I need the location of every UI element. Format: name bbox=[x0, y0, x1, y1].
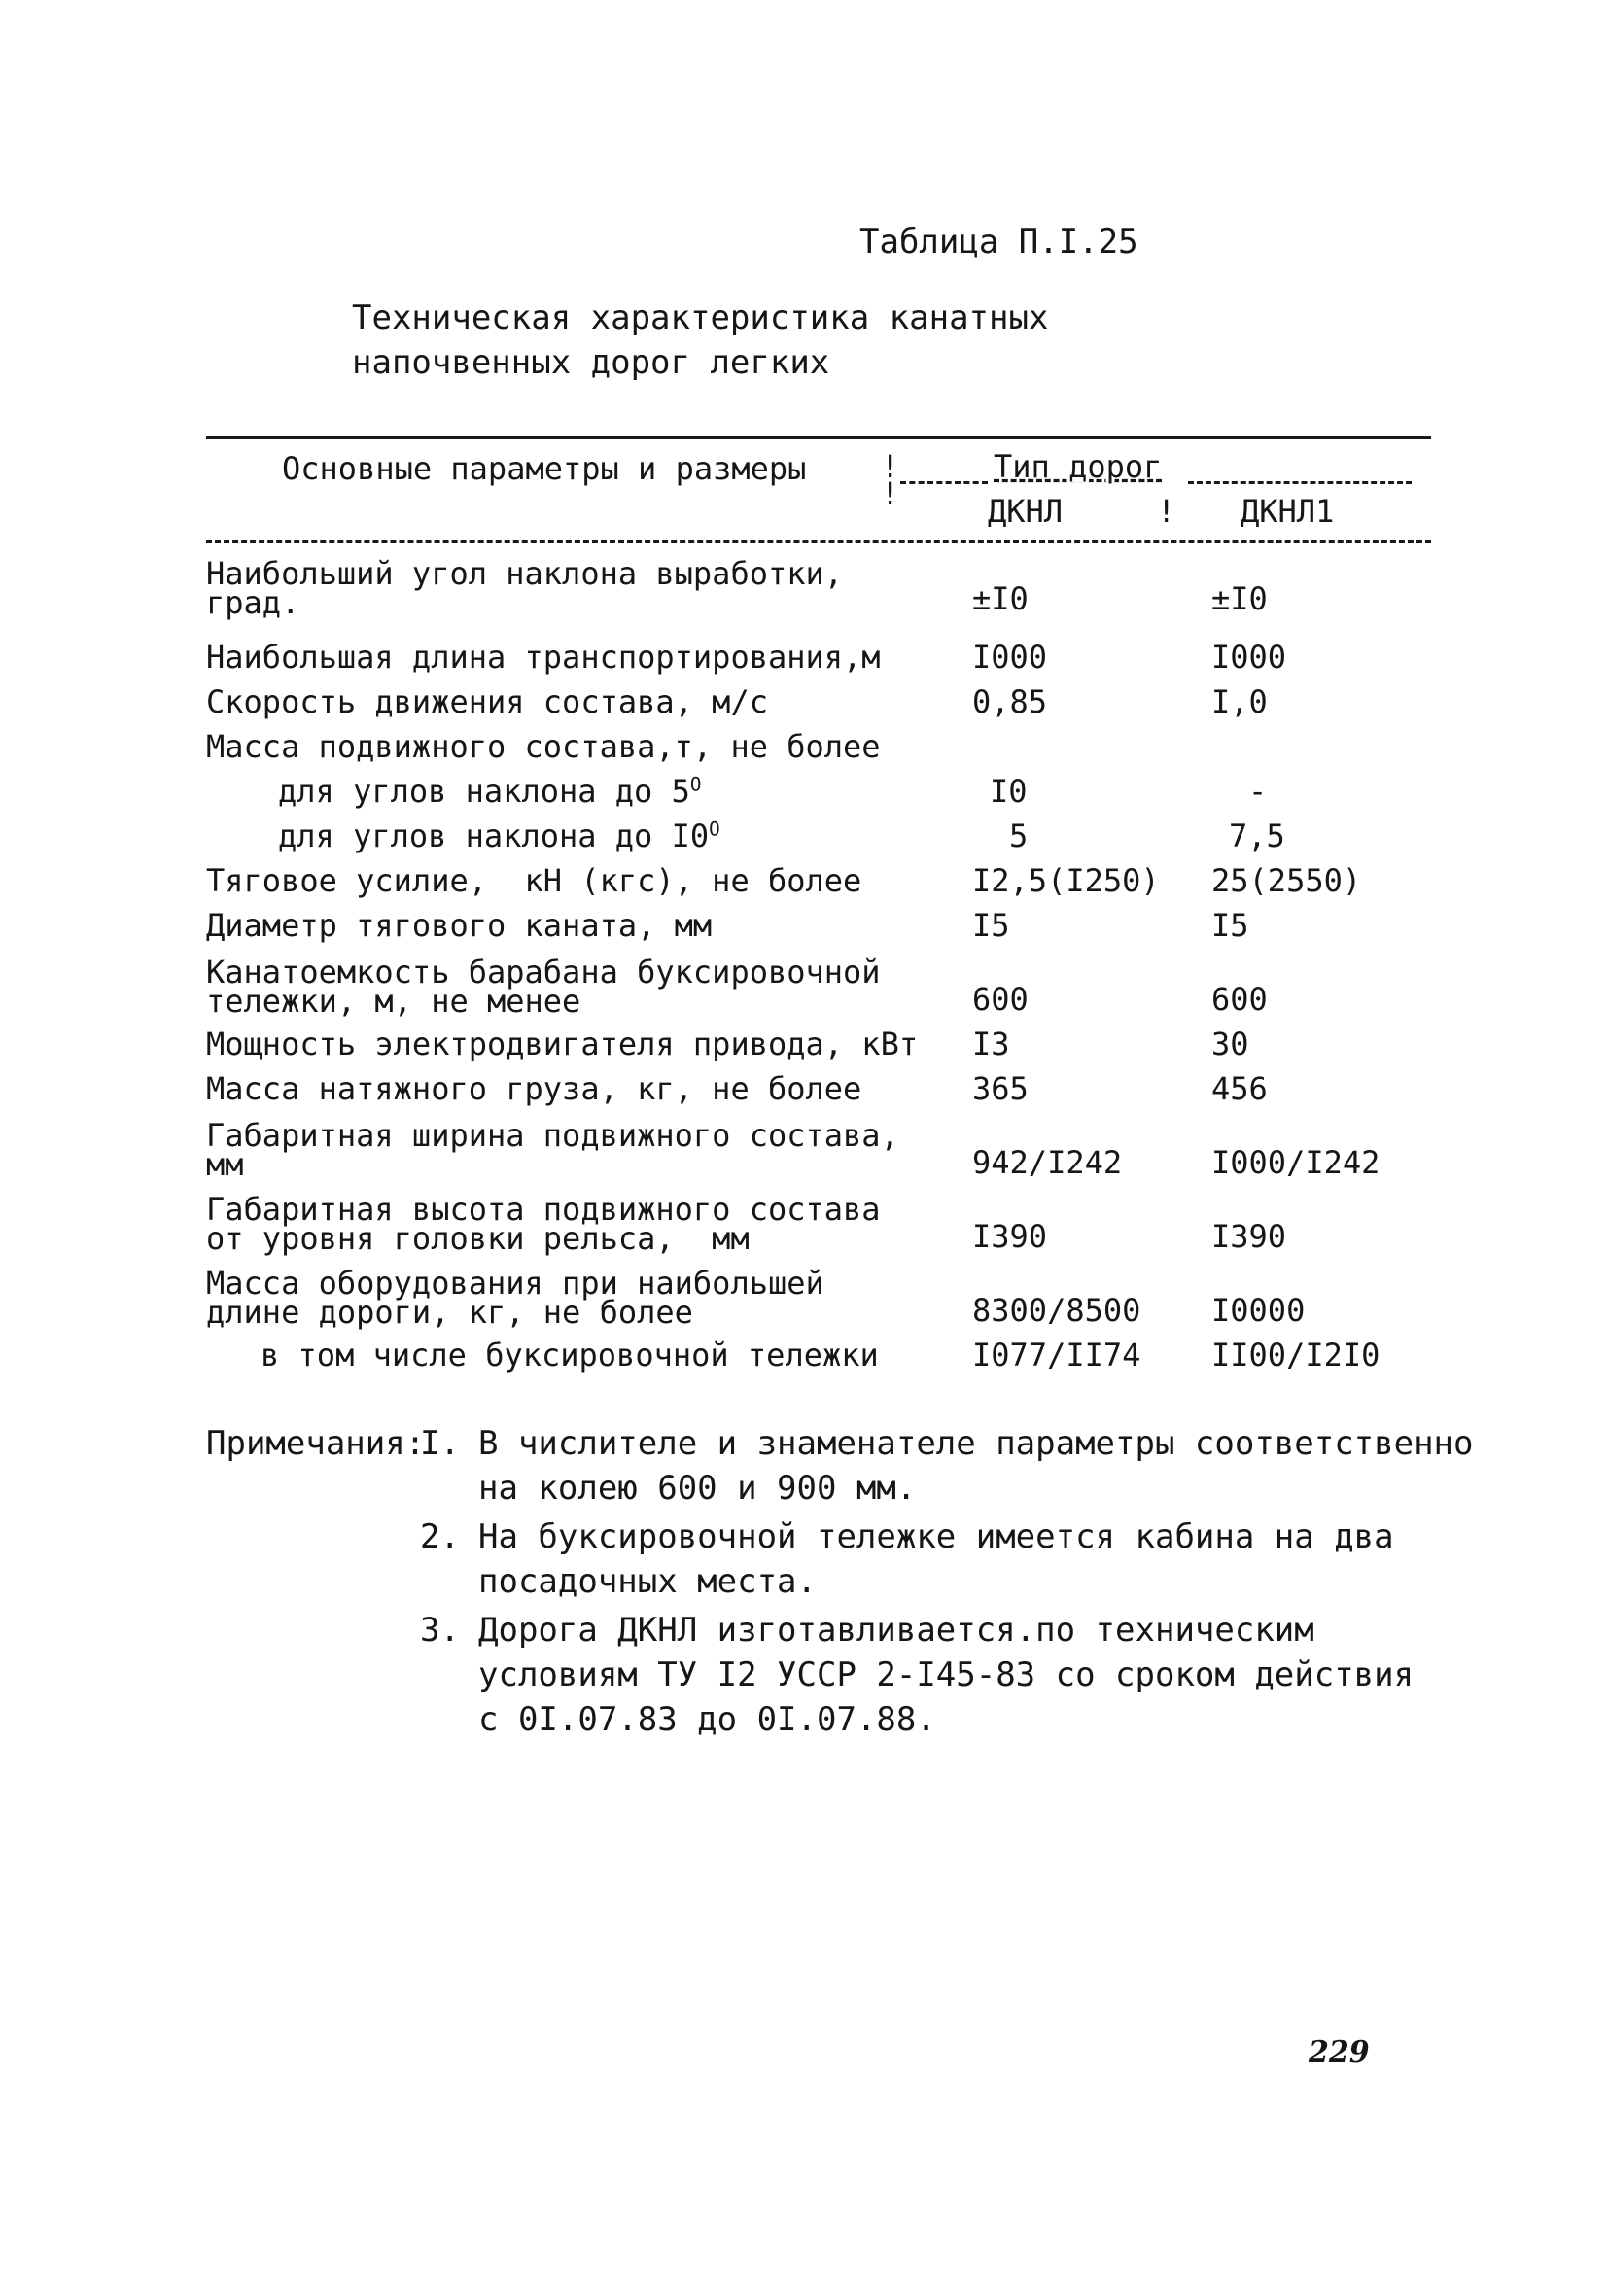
note-line: Дорога ДКНЛ изготавливается.по техническим bbox=[478, 1611, 1314, 1650]
row-value-col-2: - bbox=[1248, 773, 1268, 810]
row-value-col-1: I077/II74 bbox=[972, 1337, 1141, 1374]
note-line: В числителе и знаменателе параметры соответственно bbox=[478, 1424, 1474, 1463]
row-label: Наибольшая длина транспортирования,м bbox=[206, 639, 881, 676]
header-sub-col-1: ДКНЛ bbox=[988, 493, 1064, 530]
note-line: с 0I.07.83 до 0I.07.88. bbox=[478, 1700, 936, 1739]
row-value-col-1: 600 bbox=[972, 981, 1029, 1018]
note-number: 3. bbox=[420, 1611, 460, 1650]
note-number: 2. bbox=[420, 1517, 460, 1556]
header-sub-col-2: ДКНЛ1 bbox=[1241, 493, 1335, 530]
row-value-col-1: I390 bbox=[972, 1218, 1048, 1255]
row-value-col-2: ±I0 bbox=[1211, 580, 1268, 617]
row-label: Мощность электродвигателя привода, кВт bbox=[206, 1026, 919, 1062]
row-value-col-1: I2,5(I250) bbox=[972, 862, 1160, 899]
row-label: тележки, м, не менее bbox=[206, 983, 581, 1020]
row-value-col-1: I0 bbox=[990, 773, 1028, 810]
row-label: Наибольший угол наклона выработки, bbox=[206, 555, 844, 592]
degree-sup: O bbox=[689, 773, 702, 796]
row-value-col-1: 365 bbox=[972, 1070, 1029, 1107]
row-label: Габаритная высота подвижного состава bbox=[206, 1191, 881, 1228]
row-value-col-1: 942/I242 bbox=[972, 1144, 1123, 1181]
header-group-dash-right bbox=[1188, 481, 1412, 484]
note-line: На буксировочной тележке имеется кабина на два bbox=[478, 1517, 1394, 1556]
row-value-col-2: I390 bbox=[1211, 1218, 1287, 1255]
row-value-col-2: I,0 bbox=[1211, 683, 1268, 720]
note-number: I. bbox=[420, 1424, 460, 1463]
row-value-col-2: I0000 bbox=[1211, 1292, 1306, 1329]
row-label: Канатоемкость барабана буксировочной bbox=[206, 954, 881, 991]
row-label: для углов наклона до $5^O$ bbox=[278, 773, 702, 810]
row-label: Масса натяжного груза, кг, не более bbox=[206, 1070, 862, 1107]
header-bottom-rule bbox=[206, 540, 1431, 543]
row-label: Масса оборудования при наибольшей bbox=[206, 1265, 824, 1302]
header-separator-1: ! bbox=[881, 448, 900, 485]
header-param-col: Основные параметры и размеры bbox=[282, 450, 807, 487]
row-label: мм bbox=[206, 1146, 244, 1183]
row-label: град. bbox=[206, 584, 300, 621]
row-label: Диаметр тягового каната, мм bbox=[206, 907, 713, 944]
row-value-col-2: 30 bbox=[1211, 1026, 1249, 1062]
table-top-rule bbox=[206, 436, 1431, 439]
row-value-col-1: I3 bbox=[972, 1026, 1010, 1062]
degree-sup: O bbox=[709, 818, 720, 841]
row-value-col-2: I5 bbox=[1211, 907, 1249, 944]
row-value-col-1: I000 bbox=[972, 639, 1048, 676]
row-value-col-2: II00/I2I0 bbox=[1211, 1337, 1381, 1374]
row-label: Масса подвижного состава,т, не более bbox=[206, 728, 881, 765]
notes-label: Примечания: bbox=[206, 1424, 426, 1463]
row-value-col-1: ±I0 bbox=[972, 580, 1029, 617]
header-separator-2: ! bbox=[881, 475, 900, 512]
note-line: посадочных места. bbox=[478, 1562, 817, 1601]
table-number: Таблица П.I.25 bbox=[859, 223, 1138, 261]
note-line: на колею 600 и 900 мм. bbox=[478, 1469, 917, 1508]
page-number: 229 bbox=[1309, 2035, 1370, 2070]
row-label: для углов наклона до $I0^O$ bbox=[278, 818, 720, 854]
row-label: Габаритная ширина подвижного состава, bbox=[206, 1117, 899, 1154]
header-group-col: Тип дорог bbox=[994, 448, 1163, 485]
header-group-dash-left bbox=[900, 481, 988, 484]
row-value-col-2: I000 bbox=[1211, 639, 1287, 676]
table-title-line-2: напочвенных дорог легких bbox=[352, 343, 830, 382]
row-value-col-2: 600 bbox=[1211, 981, 1268, 1018]
row-value-col-2: I000/I242 bbox=[1211, 1144, 1381, 1181]
row-label: Тяговое усилие, кН (кгс), не более bbox=[206, 862, 862, 899]
row-label: в том числе буксировочной тележки bbox=[261, 1337, 879, 1374]
row-value-col-2: 7,5 bbox=[1229, 818, 1285, 854]
row-value-col-1: I5 bbox=[972, 907, 1010, 944]
row-value-col-1: 0,85 bbox=[972, 683, 1048, 720]
row-label: от уровня головки рельса, мм bbox=[206, 1220, 750, 1257]
table-title-line-1: Техническая характеристика канатных bbox=[352, 298, 1049, 337]
row-value-col-2: 456 bbox=[1211, 1070, 1268, 1107]
row-value-col-1: 8300/8500 bbox=[972, 1292, 1141, 1329]
header-separator-3: ! bbox=[1157, 493, 1176, 530]
row-label: Скорость движения состава, м/с bbox=[206, 683, 768, 720]
row-value-col-2: 25(2550) bbox=[1211, 862, 1362, 899]
note-line: условиям ТУ I2 УССР 2-I45-83 со сроком действия bbox=[478, 1655, 1415, 1694]
row-value-col-1: 5 bbox=[1009, 818, 1029, 854]
row-label: длине дороги, кг, не более bbox=[206, 1294, 693, 1331]
